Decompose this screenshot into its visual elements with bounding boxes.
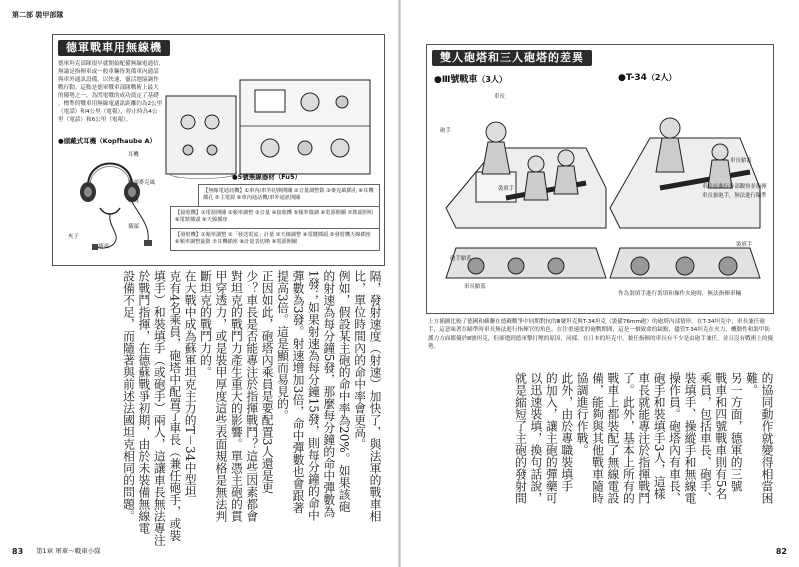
headset-annotation: 夾子: [68, 234, 79, 240]
body-column: 1發；如果射速為每分鐘15發，則每分鐘的命中: [306, 270, 321, 522]
annotation: 砲手艙蓋: [450, 256, 472, 262]
left-body-text: [56, 270, 382, 546]
body-column: 另一方面，德軍的三號: [729, 372, 744, 492]
radio-label: ●5號無線器材（Fu5）: [232, 173, 301, 181]
body-column: 克有4名乘員，砲塔中配置了車長（兼任砲手，或裝: [167, 270, 182, 542]
body-column: 少？車長是否能專注於指揮戰鬥？這些因素都會: [244, 270, 259, 522]
annotation: 車長艙蓋: [730, 158, 752, 164]
tank-right-crew: （2人）: [646, 73, 677, 82]
left-page: [0, 0, 399, 567]
radio-equipment-illustration: [160, 66, 378, 184]
running-head: 第二部 裝甲部隊: [12, 11, 64, 19]
figure-caption: 上方插圖比較了德國和蘇聯在德蘇戰爭中同期對抗的Ⅲ號坦克與T-34坦克（裝備76mm砲）的砲塔內部情形。在T-34坦克中，車長兼任砲手，這意味著在瞄準時車長無法進行指揮官的角色，在注重速度的砲戰期間，這是一個致命的缺點，儘管T-34坦克在火力、機動性和裝甲防護力方面都優於Ⅲ號坦克，但卻遭到德軍擊打壓的原因，同樣，在日本的坦克中，兼任指揮的車長有不少是由砲手兼任，並且沒有戰術上的優勢。: [428, 319, 774, 351]
body-column: 備，能夠與其他戰車隨時: [590, 372, 605, 504]
body-column: 就是縮短了主砲的發射間: [513, 372, 528, 504]
intro-line: 與車外通訊設備，以快速、靈活地協調作: [58, 77, 159, 83]
body-column: 此外，由於專職裝填手: [559, 372, 574, 492]
right-body-text: [430, 372, 774, 538]
body-column: 戰車和四號戰車則有5名: [713, 372, 728, 500]
body-column: 於戰鬥指揮，在德蘇戰爭初期，由於未裝備無線電: [136, 270, 151, 534]
body-column: 戰車上都裝配了無線電設: [605, 372, 620, 504]
page-number-right: 82: [775, 547, 787, 556]
annotation: 車長: [494, 94, 505, 100]
annotation: 車長兼砲手，無法進行瞄準: [702, 193, 767, 199]
headset-annotation: 耳機: [128, 152, 139, 158]
body-column: 車長就能專注於指揮戰鬥: [636, 372, 651, 504]
body-column: 操作員。砲塔內有車長、: [667, 372, 682, 504]
body-column: 例如，假設某主砲的命中率為20%。如果該砲: [337, 270, 352, 513]
headset-annotation: 喉頭麥克風: [128, 180, 155, 186]
body-column: 以迅速裝填，換句話說，: [528, 372, 543, 504]
panzer-iii-illustration: [436, 88, 616, 298]
annotation: 裝填手: [736, 242, 753, 248]
annotation: 車長在進行外部觀察並指揮: [702, 184, 767, 190]
legend-text: 【發射機】①頻率調整 ②「發送電流」計量 ③天線調整 ④電鍵插頭 ⑤發射機天線插座 ⑥頻率調整旋鈕 ⑦耳機插座 ⑧計量表切換 ⑨電源開關: [175, 232, 371, 246]
body-column: 隔，發射速度（射速）加快了，與法軍的戰車相: [368, 270, 382, 522]
headset-annotation: 頭戴: [128, 198, 139, 204]
body-column: 難。: [744, 372, 759, 396]
body-column: 的協同動作就變得相當困: [760, 372, 774, 504]
body-column: 填手）和裝填手（或砲手）兩人，這讓車長無法專注: [152, 270, 167, 546]
body-column: 裝填手、操縱手和無線電: [682, 372, 697, 504]
body-column: 對坦克的戰鬥力產生重大的影響。單憑主砲的貫: [229, 270, 244, 522]
tank-right-title: [618, 72, 677, 83]
body-column: 協調進行作戰。: [575, 372, 590, 456]
tank-left-name: ●Ⅲ號戰車: [434, 75, 478, 85]
tank-left-crew: （3人）: [477, 75, 507, 84]
body-column: 砲手和裝填手3人，這樣: [652, 372, 667, 500]
body-column: 的加入，讓主砲的彈藥可: [544, 372, 559, 504]
headset-annotation: 插頭: [98, 244, 109, 250]
body-column: 的射速為每分鐘5發，那麼每分鐘的命中彈數為: [321, 270, 336, 518]
right-page: [400, 0, 799, 567]
right-box-title: 雙人砲塔和三人砲塔的差異: [432, 50, 592, 66]
legend-transmitter: [170, 228, 380, 251]
annotation: 砲手: [440, 128, 451, 134]
intro-line: 德軍坦克部隊很早就開始配備無線電通信，: [58, 61, 165, 67]
intro-line: 無論是指揮車或一般車輛皆裝備車內通話: [58, 69, 159, 75]
intro-line: 的優勢之一，為閃電戰的成功奠定了基礎: [58, 93, 159, 99]
chapter-label: 第1章 軍車～戰車小隊: [36, 547, 101, 555]
legend-radio: [198, 184, 380, 207]
body-column: 正因如此，砲塔內乘員是要配置3人還是更: [260, 270, 275, 494]
body-column: 斷坦克的戰鬥力的。: [198, 270, 213, 378]
body-column: 比，單位時間內的命中率會更高。: [352, 270, 367, 450]
annotation: 車長艙蓋: [464, 284, 486, 290]
page-number-left: 83: [12, 547, 24, 556]
tank-right-name: ●T-34: [618, 73, 647, 83]
intro-line: （電話）和4公里（電報），停止時為4公: [58, 109, 158, 115]
headset-annotation: 插頭: [128, 224, 139, 230]
annotation: 裝填手: [498, 186, 515, 192]
body-column: 彈數為3發。射速增加3倍，命中彈數也會跟著: [290, 270, 305, 514]
legend-text: 【接收機】①電源開關 ②頻率調整 ③音量 ④接收機 ⑤頻率微調 ⑥電源開關 ⑦錶頭照明 ⑧電錶插頭 ⑨天線插座: [175, 210, 374, 224]
body-column: 了。此外，基本上所有的: [621, 372, 636, 504]
intro-line: 里（電話）和6公里（電報）。: [58, 117, 132, 123]
body-column: 乘員，包括車長、砲手、: [698, 372, 713, 504]
body-column: 在大戰中成為蘇軍坦克主力的T－34中型坦: [183, 270, 198, 498]
body-column: 提高3倍。這是顯而易見的。: [275, 270, 290, 422]
left-box-title: 德軍戰車用無線機: [58, 40, 170, 56]
headset-label: ●頭戴式耳機（Kopfhaube A）: [58, 137, 157, 145]
body-column: 甲穿透力，或是裝甲厚度這些表面規格是無法判: [213, 270, 228, 522]
legend-text: 【無線電通訊機】①車內/車外切換開關 ②音量調整鈕 ③麥克風插孔 ④耳機插孔 ⑤主電源 ⑥車內通話機/車外通訊開關: [203, 188, 374, 202]
legend-receiver: [170, 206, 380, 229]
intro-line: 戰行動。這點是德軍戰車部隊戰術上最大: [58, 85, 159, 91]
tank-note: 作為裝填手進行裝填和操作火砲時，無法指揮車輛: [618, 291, 742, 297]
body-column: 設備不足，而隨著與前述法國坦克相同的問題。: [121, 270, 136, 522]
tank-left-title: [434, 72, 507, 85]
intro-line: 。標準的戰車用無線電通訊距離約為2公里: [58, 101, 163, 107]
